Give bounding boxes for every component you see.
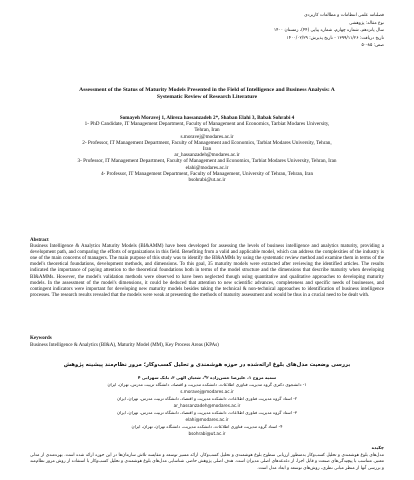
abstract-heading: Abstract: [30, 238, 49, 243]
email-4: bsohrabi@ut.ac.ir: [188, 177, 226, 184]
article-type: نوع مقاله: پژوهشی: [349, 20, 384, 26]
abstract-text: Business Intelligence & Analytics Maturity Models (BI&AMM) have been developed for assessing the levels of business intelligence and analytics maturity, providing a development path, and comparing the efforts of organizations in this field. Benefiting from a valid and applicable model, which can address the complexities of the industry is one of the main concerns of managers. The main purpose of this study was to identify the BI&AMMs by using the systematic review method and examine them in terms of the model's theoretical foundations, development methods, and dimensions. To this goal, 35 maturity models were extracted after reviewing the identified articles. The results indicated the importance of paying attention to the theoretical foundations both in terms of the model structure and the dimensions that describe maturity when developing BI&AMMs. However, the model's validation methods were observed to have been neglected though using quantitative and qualitative approaches to developing maturity models. In the assessment of the model's dimensions, it could be deduced that attention to new scientific advances, completeness and specific needs of businesses, and contingent indicators were important for developing new maturity models besides taking the technical & non-technical approaches to identification of business intelligence processes. The research results revealed that the models were weak at presenting the methods of maturity assessment and would be thus in a crucial need to be dealt with.: [30, 244, 384, 298]
email-2: ar_hassanzadeh@modares.ac.ir: [174, 152, 240, 159]
persian-affiliation-1: ۱- دانشجوی دکتری گروه مدیریت فناوری اطلاعات، دانشکده مدیریت و اقتصاد، دانشگاه تربیت مدرس، تهران، ایران: [107, 382, 307, 387]
persian-author-block: [30, 374, 384, 437]
email-1: s.moravej@modares.ac.ir: [180, 133, 234, 140]
email-3: elahi@modares.ac.ir: [185, 164, 229, 171]
affiliation-4: 4- Professor, IT Management Department, Faculty of Management, University of Tehran, Tehran, Iran: [100, 170, 314, 177]
page-range: صص: ۸۵-۵۰: [361, 43, 384, 49]
paper-title-line-2: Systematic Review of Research Literature: [156, 94, 258, 101]
affiliation-2: 2- Professor, IT Management Department, Faculty of Management and Economics, Tarbiat Modares University, Tehran,: [82, 139, 332, 146]
persian-affiliation-3: ۳- استاد گروه مدیریت فناوری اطلاعات، دانشکده مدیریت و اقتصاد، دانشگاه تربیت مدرس، تهران، ایران: [116, 410, 298, 415]
persian-author-names: سمیه مروج ۱، علیرضا حسن‌زاده ۲*، شعبان الهی ۳، بابک سهرابی ۴: [137, 375, 277, 380]
keywords-section: [30, 336, 384, 349]
affiliation-1: 1- PhD Candidate, IT Management Department, Faculty of Management and Economics, Tarbiat Modares University,: [84, 121, 330, 128]
persian-abstract-section: [30, 446, 384, 472]
persian-affiliation-2: ۲- استاد گروه مدیریت فناوری اطلاعات، دانشکده مدیریت و اقتصاد، دانشگاه تربیت مدرس، تهران، ایران: [116, 396, 298, 401]
paper-title-line-1: Assessment of the Status of Maturity Models Presented in the Field of Intelligence and Business Analysis: A: [79, 87, 335, 93]
persian-abstract-heading: چکیده: [371, 446, 384, 451]
keywords-heading: Keywords: [30, 336, 52, 341]
journal-issue: سال پانزدهم، شماره چهارم، شماره پیاپی (۴۴)، زمستان ۱۴۰۰: [273, 28, 384, 34]
article-dates: تاریخ دریافت: ۱۳۹۹/۱۱/۲۶ - تاریخ پذیرش: ۱۴۰۰/۰۲/۲۹: [286, 35, 384, 41]
author-block: [30, 115, 384, 183]
affiliation-3: 3- Professor, IT Management Department, Faculty of Management and Economics, Tarbiat Modares University, Tehran, Iran: [77, 158, 337, 165]
persian-title: بررسی وضعیت مدل‌های بلوغ ارائه‌شده در حوزه هوشمندی و تحلیل کسب‌وکار؛ مرور نظام‌مند پیشینه پژوهش: [63, 362, 351, 368]
journal-header: [154, 12, 384, 50]
affiliation-1-cont: Tehran, Iran: [194, 127, 220, 134]
keywords-text: Business Intelligence & Analytics (BI&A), Maturity Model (MM), Key Process Areas (KPAs): [30, 342, 219, 348]
persian-email-4: bsohrabi@ut.ac.ir: [188, 431, 226, 436]
persian-email-2: ar_hassanzadeh@modares.ac.ir: [173, 403, 241, 408]
author-names: Somayeh Moravej 1, Alireza hassanzadeh 2*, Shaban Elahi 3, Babak Sohrabi 4: [119, 115, 295, 121]
paper-title: [30, 87, 384, 101]
affiliation-2-cont: Iran: [202, 146, 212, 153]
persian-email-3: elahi@modares.ac.ir: [185, 417, 229, 422]
persian-abstract-text: مدل‌های بلوغ هوشمندی و تحلیل کسب‌وکار به‌منظور ارزیابی سطوح بلوغ هوشمندی و تحلیل کسب‌وکار، ارائه مسیر توسعه و مقایسه تلاش سازمان‌ها در این حوزه ارائه شده است. بهره‌مندی از مدلی معتبر، متناسب با پیچیدگی‌های صنعت و قابل اجرا، از دغدغه‌های اصلی مدیران است. هدف اصلی پژوهش حاضر، شناسایی مدل‌های بلوغ هوشمندی و تحلیل کسب‌وکار با استفاده از روش مرور نظام‌مند و بررسی آنها از منظر مبانی نظری، روش‌های توسعه و ابعاد مدل است.: [30, 452, 384, 471]
persian-affiliation-4: ۴- استاد گروه مدیریت فناوری اطلاعات، دانشکده مدیریت، دانشگاه تهران، تهران، ایران: [131, 424, 283, 429]
abstract-section: [30, 238, 384, 299]
journal-name: فصلنامه علمی انتظامات و مطالعات کاربردی: [304, 13, 384, 18]
persian-email-1: s.moravej@modares.ac.ir: [180, 389, 234, 394]
